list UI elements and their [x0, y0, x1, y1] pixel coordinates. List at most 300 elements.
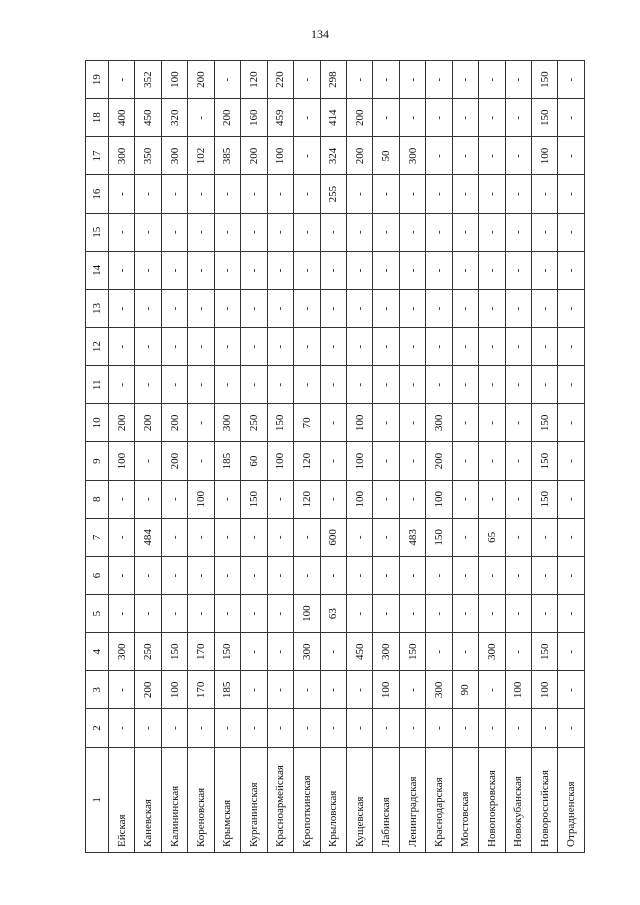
table-cell: - [267, 366, 293, 404]
column-header-7: 7 [86, 518, 109, 556]
table-row [399, 61, 425, 853]
column-header-18: 18 [86, 99, 109, 137]
table-cell: 160 [241, 99, 267, 137]
table-cell: 200 [161, 404, 187, 442]
table-cell: - [135, 366, 161, 404]
table-cell: - [346, 518, 372, 556]
table-cell: - [452, 289, 478, 327]
table-cell: - [188, 289, 214, 327]
table-cell: 300 [399, 137, 425, 175]
table-cell: - [267, 633, 293, 671]
table-cell: - [294, 289, 320, 327]
table-cell: - [426, 137, 452, 175]
table-cell: - [558, 518, 585, 556]
table-cell: - [452, 61, 478, 99]
table-cell: - [373, 366, 399, 404]
table-cell: - [214, 61, 240, 99]
table-cell: - [532, 556, 558, 594]
table-cell: - [558, 175, 585, 213]
table-cell: 483 [399, 518, 425, 556]
table-row [532, 61, 558, 853]
table-cell: - [558, 671, 585, 709]
table-cell: - [294, 61, 320, 99]
column-header-4: 4 [86, 633, 109, 671]
table-cell: - [505, 213, 531, 251]
table-cell: - [241, 328, 267, 366]
table-cell: 255 [320, 175, 346, 213]
table-cell: - [320, 251, 346, 289]
table-cell: - [452, 137, 478, 175]
table-cell: 100 [346, 442, 372, 480]
table-cell: - [399, 289, 425, 327]
table-cell: - [452, 633, 478, 671]
table-cell: - [161, 480, 187, 518]
table-cell: 120 [241, 61, 267, 99]
table-cell: - [399, 213, 425, 251]
table-cell: 300 [373, 633, 399, 671]
table-cell: 350 [135, 137, 161, 175]
table-cell: - [426, 595, 452, 633]
table-cell: - [399, 480, 425, 518]
table-cell: 185 [214, 442, 240, 480]
table-cell: 352 [135, 61, 161, 99]
column-header-17: 17 [86, 137, 109, 175]
table-cell: - [241, 556, 267, 594]
table-cell: - [479, 289, 505, 327]
table-cell: - [399, 366, 425, 404]
row-label: Калининская [161, 747, 187, 852]
table-cell: - [532, 595, 558, 633]
table-cell: - [188, 251, 214, 289]
row-label: Мостовская [452, 747, 478, 852]
table-cell: - [505, 99, 531, 137]
table-cell: 150 [267, 404, 293, 442]
table-cell: - [373, 556, 399, 594]
table-cell: 50 [373, 137, 399, 175]
table-cell: - [373, 518, 399, 556]
table-cell: - [558, 595, 585, 633]
table-cell: 200 [188, 61, 214, 99]
table-cell: - [452, 328, 478, 366]
table-cell: - [505, 137, 531, 175]
table-cell: 120 [294, 442, 320, 480]
table-cell: 100 [267, 442, 293, 480]
table-cell: - [294, 709, 320, 747]
table-cell: 300 [479, 633, 505, 671]
table-cell: - [532, 175, 558, 213]
table-cell: - [452, 595, 478, 633]
table-cell: - [135, 442, 161, 480]
table-cell: - [320, 289, 346, 327]
table-cell: - [505, 289, 531, 327]
row-label: Курганинская [241, 747, 267, 852]
table-cell: - [505, 633, 531, 671]
table-cell: - [188, 442, 214, 480]
table-cell: - [532, 289, 558, 327]
column-header-5: 5 [86, 595, 109, 633]
table-cell: - [532, 518, 558, 556]
table-cell: - [373, 213, 399, 251]
table-cell: 150 [532, 633, 558, 671]
table-cell: - [241, 289, 267, 327]
table-cell: 100 [161, 61, 187, 99]
table-cell: - [267, 289, 293, 327]
table-cell: 100 [532, 671, 558, 709]
table-cell: 200 [214, 99, 240, 137]
table-cell: - [558, 99, 585, 137]
table-cell: - [505, 366, 531, 404]
table-cell: - [320, 480, 346, 518]
table-cell: 385 [214, 137, 240, 175]
table-cell: - [214, 175, 240, 213]
table-cell: 414 [320, 99, 346, 137]
table-cell: - [373, 595, 399, 633]
table-cell: - [161, 595, 187, 633]
table-cell: 450 [135, 99, 161, 137]
table-cell: - [267, 671, 293, 709]
table-cell: 300 [426, 404, 452, 442]
table-cell: 100 [346, 404, 372, 442]
table-cell: - [373, 480, 399, 518]
table-cell: 300 [161, 137, 187, 175]
table-cell: 250 [135, 633, 161, 671]
table-cell: - [188, 213, 214, 251]
table-cell: - [241, 175, 267, 213]
table-cell: - [109, 556, 135, 594]
table-cell: 320 [161, 99, 187, 137]
table-cell: - [505, 709, 531, 747]
table-cell: 60 [241, 442, 267, 480]
row-label: Новороссийская [532, 747, 558, 852]
table-cell: - [426, 175, 452, 213]
page-number: 134 [311, 27, 329, 41]
table-cell: - [346, 328, 372, 366]
table-cell: - [161, 556, 187, 594]
table-cell: - [320, 671, 346, 709]
table-cell: 65 [479, 518, 505, 556]
column-header-13: 13 [86, 289, 109, 327]
row-label: Новокубанская [505, 747, 531, 852]
table-cell: - [294, 251, 320, 289]
table-cell: - [294, 328, 320, 366]
table-cell: 150 [399, 633, 425, 671]
table-cell: - [161, 289, 187, 327]
table-cell: - [267, 595, 293, 633]
table-cell: - [320, 404, 346, 442]
table-cell: - [558, 61, 585, 99]
table-cell: - [241, 671, 267, 709]
table-row [505, 61, 531, 853]
table-cell: - [399, 328, 425, 366]
table-cell: - [109, 251, 135, 289]
table-cell: - [426, 61, 452, 99]
table-cell: - [479, 556, 505, 594]
table-cell: - [452, 556, 478, 594]
table-cell: 63 [320, 595, 346, 633]
table-cell: 300 [109, 137, 135, 175]
table-cell: - [320, 556, 346, 594]
table-cell: - [294, 213, 320, 251]
column-header-11: 11 [86, 366, 109, 404]
table-cell: - [109, 289, 135, 327]
row-label: Крымская [214, 747, 240, 852]
table-cell: 150 [426, 518, 452, 556]
table-row [135, 61, 161, 853]
table-cell: - [214, 251, 240, 289]
table-cell: - [214, 213, 240, 251]
table-cell: - [135, 289, 161, 327]
table-cell: - [214, 328, 240, 366]
table-cell: - [505, 251, 531, 289]
table-cell: - [479, 442, 505, 480]
table-cell: - [426, 556, 452, 594]
table-cell: - [532, 328, 558, 366]
table-cell: - [267, 175, 293, 213]
table-cell: - [109, 61, 135, 99]
table-cell: - [346, 366, 372, 404]
table-cell: 200 [109, 404, 135, 442]
table-cell: - [558, 289, 585, 327]
column-header-3: 3 [86, 671, 109, 709]
table-cell: 100 [188, 480, 214, 518]
table-cell: 200 [346, 137, 372, 175]
table-cell: 600 [320, 518, 346, 556]
table-cell: - [161, 175, 187, 213]
table-row [267, 61, 293, 853]
table-cell: - [558, 251, 585, 289]
table-cell: - [135, 251, 161, 289]
table-cell: 450 [346, 633, 372, 671]
table-cell: - [135, 595, 161, 633]
table-cell: - [346, 671, 372, 709]
table-cell: - [452, 480, 478, 518]
table-cell: - [426, 328, 452, 366]
table-cell: - [558, 633, 585, 671]
table-cell: - [479, 99, 505, 137]
row-label: Крыловская [320, 747, 346, 852]
table-cell: - [426, 251, 452, 289]
table-cell: 484 [135, 518, 161, 556]
table-cell: - [426, 289, 452, 327]
table-cell: - [452, 709, 478, 747]
table-cell: 170 [188, 671, 214, 709]
table-cell: 459 [267, 99, 293, 137]
table-cell: - [558, 556, 585, 594]
column-header-9: 9 [86, 442, 109, 480]
table-cell: - [479, 404, 505, 442]
table-cell: 250 [241, 404, 267, 442]
column-header-8: 8 [86, 480, 109, 518]
table-cell: - [294, 671, 320, 709]
table-cell: - [558, 709, 585, 747]
table-cell: - [532, 366, 558, 404]
table-cell: - [294, 137, 320, 175]
table-cell: - [109, 518, 135, 556]
table-cell: - [214, 289, 240, 327]
table-cell: - [346, 595, 372, 633]
table-cell: 300 [426, 671, 452, 709]
table-cell: - [214, 709, 240, 747]
table-cell: - [399, 556, 425, 594]
table-cell: - [320, 633, 346, 671]
table-cell: - [161, 709, 187, 747]
table-cell: - [346, 289, 372, 327]
table-cell: - [505, 480, 531, 518]
table-cell: - [479, 175, 505, 213]
row-label: Каневская [135, 747, 161, 852]
table-cell: - [373, 709, 399, 747]
table-cell: - [452, 366, 478, 404]
table-cell: - [505, 61, 531, 99]
table-cell: - [241, 251, 267, 289]
table-cell: - [214, 595, 240, 633]
column-header-12: 12 [86, 328, 109, 366]
table-cell: - [558, 137, 585, 175]
table-row [452, 61, 478, 853]
row-label: Ейская [109, 747, 135, 852]
table-cell: - [532, 709, 558, 747]
table-cell: - [373, 175, 399, 213]
table-cell: - [346, 175, 372, 213]
table-cell: - [505, 442, 531, 480]
table-cell: - [399, 595, 425, 633]
table-cell: 298 [320, 61, 346, 99]
table-cell: 300 [109, 633, 135, 671]
table-cell: - [241, 595, 267, 633]
column-header-2: 2 [86, 709, 109, 747]
table-cell: - [479, 709, 505, 747]
table-cell: - [479, 595, 505, 633]
table-cell: - [267, 480, 293, 518]
table-cell: - [109, 595, 135, 633]
table-cell: 150 [532, 480, 558, 518]
table-cell: 150 [241, 480, 267, 518]
table-cell: - [346, 251, 372, 289]
table-cell: - [161, 328, 187, 366]
table-cell: - [109, 480, 135, 518]
table-cell: 400 [109, 99, 135, 137]
table-cell: - [214, 480, 240, 518]
table-cell: 120 [294, 480, 320, 518]
table-cell: - [294, 366, 320, 404]
table-row [558, 61, 585, 853]
table-cell: 324 [320, 137, 346, 175]
table-cell: - [426, 633, 452, 671]
table-cell: 150 [532, 99, 558, 137]
table-cell: - [452, 251, 478, 289]
table-cell: - [479, 251, 505, 289]
table-cell: - [558, 328, 585, 366]
table-cell: - [188, 328, 214, 366]
table-cell: - [505, 556, 531, 594]
table-cell: - [426, 709, 452, 747]
table-cell: - [320, 328, 346, 366]
table-cell: - [346, 709, 372, 747]
table-row [161, 61, 187, 853]
table-cell: - [505, 404, 531, 442]
table-cell: - [161, 366, 187, 404]
table-cell: 220 [267, 61, 293, 99]
table-cell: - [479, 366, 505, 404]
table-cell: - [399, 175, 425, 213]
table-cell: - [558, 442, 585, 480]
table-row [109, 61, 135, 853]
table-cell: - [346, 213, 372, 251]
table-cell: - [426, 213, 452, 251]
table-cell: - [479, 137, 505, 175]
table-cell: - [505, 518, 531, 556]
table-cell: - [188, 366, 214, 404]
table-cell: - [241, 633, 267, 671]
table-cell: - [267, 709, 293, 747]
table-row [294, 61, 320, 853]
table-cell: 200 [241, 137, 267, 175]
table-cell: - [373, 328, 399, 366]
row-label: Ленинградская [399, 747, 425, 852]
table-cell: - [109, 175, 135, 213]
table-cell: - [399, 671, 425, 709]
table-cell: 150 [532, 442, 558, 480]
table-row [373, 61, 399, 853]
table-cell: - [135, 709, 161, 747]
column-header-1: 1 [86, 747, 109, 852]
table-cell: - [346, 556, 372, 594]
row-label: Лабинская [373, 747, 399, 852]
table-row [426, 61, 452, 853]
table-cell: - [479, 671, 505, 709]
header-row [86, 61, 109, 853]
column-header-14: 14 [86, 251, 109, 289]
column-header-16: 16 [86, 175, 109, 213]
table-cell: 70 [294, 404, 320, 442]
table-cell: - [399, 99, 425, 137]
table-cell: - [452, 442, 478, 480]
table-cell: - [479, 328, 505, 366]
column-header-10: 10 [86, 404, 109, 442]
table-cell: 100 [109, 442, 135, 480]
table-cell: - [188, 404, 214, 442]
table-cell: - [558, 404, 585, 442]
table-cell: 150 [532, 404, 558, 442]
table-cell: - [135, 328, 161, 366]
row-label: Новопокровская [479, 747, 505, 852]
table-row [241, 61, 267, 853]
table-cell: - [241, 213, 267, 251]
table-cell: - [109, 671, 135, 709]
table-cell: - [373, 99, 399, 137]
column-header-6: 6 [86, 556, 109, 594]
table-cell: - [426, 99, 452, 137]
row-label: Краснодарская [426, 747, 452, 852]
table-cell: 100 [267, 137, 293, 175]
table-cell: 100 [426, 480, 452, 518]
table-cell: - [479, 480, 505, 518]
table-cell: 100 [346, 480, 372, 518]
table-cell: 100 [161, 671, 187, 709]
table-cell: - [532, 213, 558, 251]
table-cell: - [479, 213, 505, 251]
table-cell: - [267, 213, 293, 251]
table-cell: - [320, 213, 346, 251]
table-cell: - [452, 175, 478, 213]
rotated-table-frame [85, 60, 585, 853]
table-cell: - [294, 99, 320, 137]
table-cell: - [188, 595, 214, 633]
table-cell: - [214, 366, 240, 404]
table-cell: - [135, 556, 161, 594]
table-cell: 200 [135, 404, 161, 442]
table-cell: 170 [188, 633, 214, 671]
